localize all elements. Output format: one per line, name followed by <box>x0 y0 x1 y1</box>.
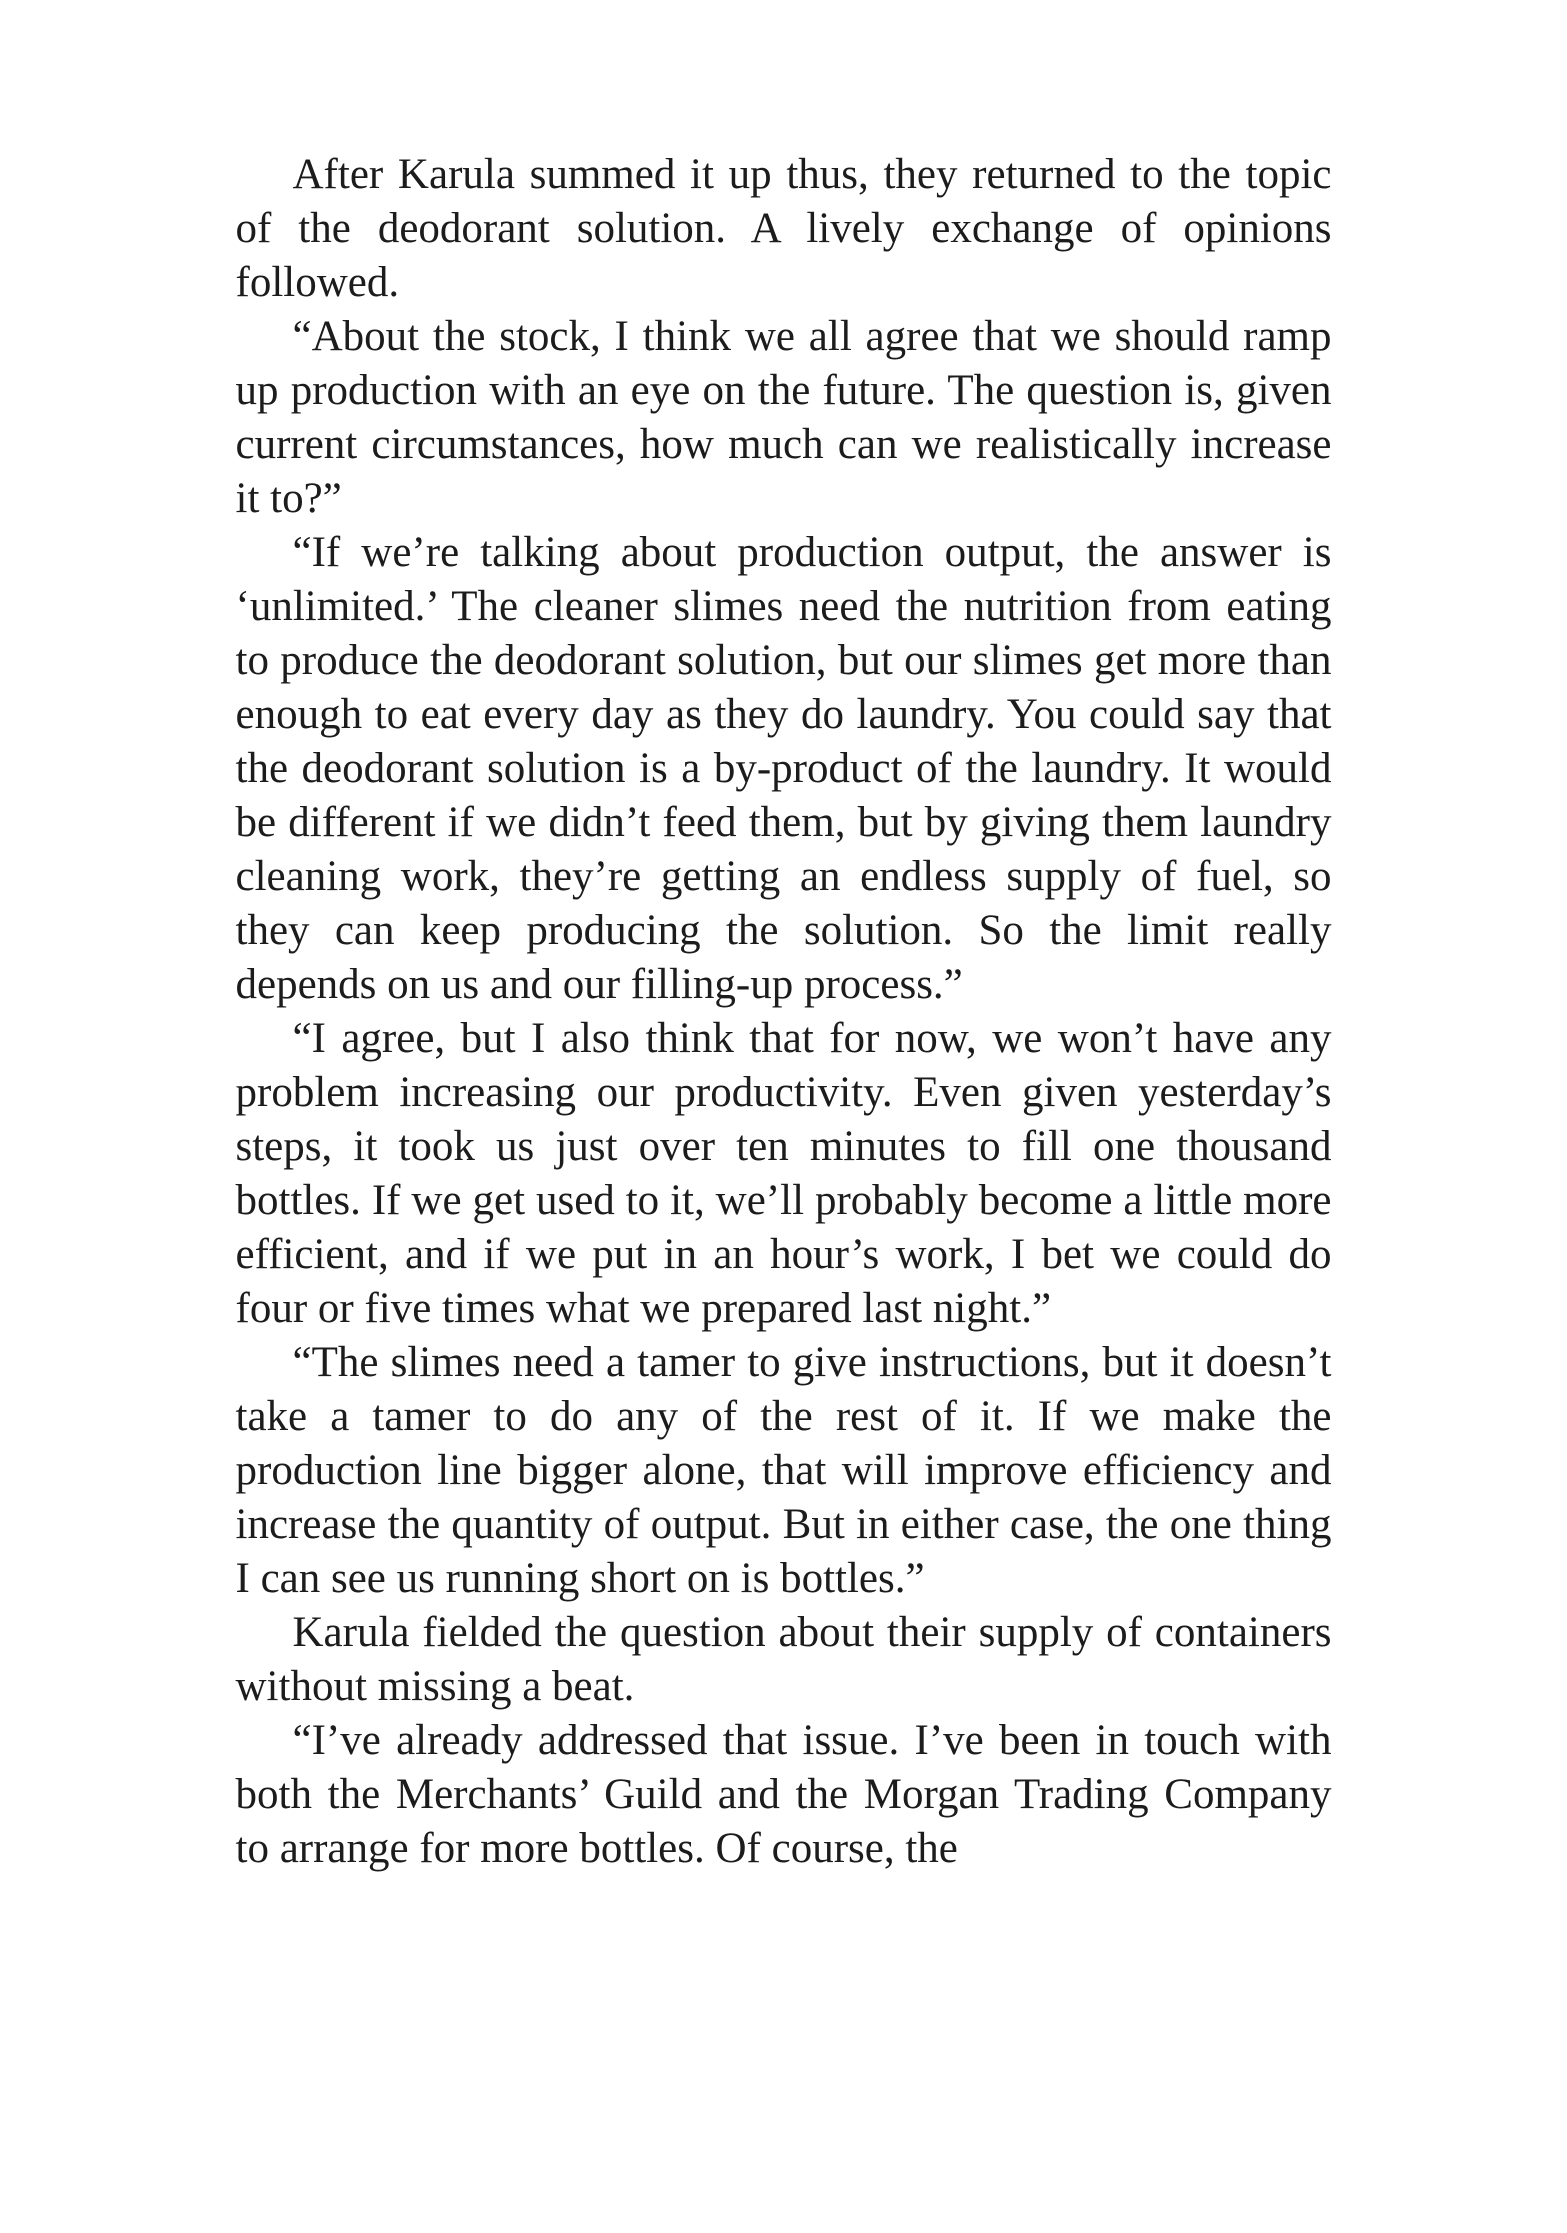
paragraph: After Karula summed it up thus, they returned to the topic of the deodorant solution. A lively exchange of opinions followed. <box>235 151 1332 306</box>
paragraph: “I agree, but I also think that for now, we won’t have any problem increasing our productivity. Even given yesterday’s steps, it took us just over ten minutes to fill one thousand bottles. If we get used to it, we’ll probably become a little more efficient, and if we put in an hour’s work, I bet we could do four or five times what we prepared last night.” <box>235 1015 1332 1332</box>
paragraph: “I’ve already addressed that issue. I’ve been in touch with both the Merchants’ Guild and the Morgan Trading Company to arrange for more bottles. Of course, the <box>235 1717 1332 1872</box>
paragraph: Karula fielded the question about their supply of containers without missing a beat. <box>235 1609 1332 1710</box>
text-column <box>236 0 1332 1876</box>
paragraph: “About the stock, I think we all agree that we should ramp up production with an eye on the future. The question is, given current circumstances, how much can we realistically increase it to?” <box>235 313 1332 522</box>
paragraph: “If we’re talking about production output, the answer is ‘unlimited.’ The cleaner slimes need the nutrition from eating to produce the deodorant solution, but our slimes get more than enough to eat every day as they do laundry. You could say that the deodorant solution is a by-product of the laundry. It would be different if we didn’t feed them, but by giving them laundry cleaning work, they’re getting an endless supply of fuel, so they can keep producing the solution. So the limit really depends on us and our filling-up process.” <box>235 529 1332 1008</box>
paragraph: “The slimes need a tamer to give instructions, but it doesn’t take a tamer to do any of the rest of it. If we make the production line bigger alone, that will improve efficiency and increase the quantity of output. But in either case, the one thing I can see us running short on is bottles.” <box>235 1339 1332 1602</box>
